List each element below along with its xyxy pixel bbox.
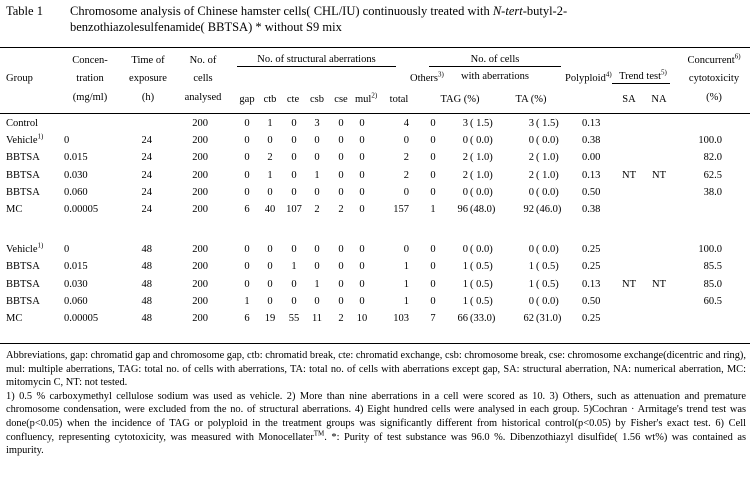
- cell-tap: ( 0.0): [536, 135, 559, 146]
- cell-conc: 0.015: [64, 261, 88, 272]
- header-time-2: exposure: [129, 73, 167, 84]
- cell-total: 0: [403, 135, 409, 146]
- cell-cyto: 62.5: [703, 170, 722, 181]
- cell-tap: ( 0.0): [536, 187, 559, 198]
- cell-poly: 0.13: [582, 279, 601, 290]
- cell-cells: 200: [192, 313, 208, 324]
- cell-tag: 0: [462, 135, 468, 146]
- cell-conc: 0.00005: [64, 313, 99, 324]
- header-conc-2: tration: [76, 73, 104, 84]
- cell-cells: 200: [192, 261, 208, 272]
- cell-cells: 200: [192, 152, 208, 163]
- cell-tap: ( 1.5): [536, 118, 559, 129]
- cell-cse: 2: [338, 313, 344, 324]
- struct-header-rule: [237, 66, 396, 67]
- cell-mul: 10: [356, 313, 368, 324]
- cell-time: 48: [141, 313, 152, 324]
- cell-tap: ( 0.5): [536, 279, 559, 290]
- cell-cse: 0: [338, 244, 344, 255]
- footnotes: [6, 349, 746, 458]
- footnote-abbreviations: Abbreviations, gap: chromatid gap and chromosome gap, ctb: chromatid break, cte: chromatid exchange, csb: chromosome break, cse: chromosome exchange(dicentric and ring), mul: multiple aberrations, TAG: total no. of cells with aberrations, TA: total no. of cells with aberrations except gap, SA: structural aberration, NA: numerical aberration, MC: mitomycin C, NT: not tested.: [6, 350, 746, 389]
- cell-csb: 1: [314, 279, 320, 290]
- header-trend: Trend test$^{5)}$: [619, 68, 667, 82]
- cell-time: 24: [141, 170, 152, 181]
- cell-conc: 0.060: [64, 187, 88, 198]
- header-bottom-rule: [0, 113, 750, 114]
- cell-tap: ( 0.5): [536, 261, 559, 272]
- cell-cyto: 85.5: [703, 261, 722, 272]
- cell-others: 0: [430, 187, 436, 198]
- cell-ta: 0: [528, 244, 534, 255]
- cell-gap: 0: [244, 170, 250, 181]
- header-cyto-3: (%): [706, 92, 722, 103]
- cell-cells: 200: [192, 204, 208, 215]
- cell-group: BBTSA: [6, 279, 40, 290]
- cell-total: 4: [403, 118, 409, 129]
- cell-poly: 0.13: [582, 170, 601, 181]
- header-tag: TAG (%): [440, 94, 480, 105]
- cell-time: 48: [141, 279, 152, 290]
- cell-tag: 66: [457, 313, 468, 324]
- cell-time: 48: [141, 244, 152, 255]
- header-total: total: [389, 94, 409, 105]
- cell-group: Vehicle$^{1)}$: [6, 132, 44, 146]
- header-sa: SA: [622, 94, 636, 105]
- cell-tag: 3: [462, 118, 468, 129]
- cell-poly: 0.25: [582, 244, 601, 255]
- cell-tag: 0: [462, 244, 468, 255]
- header-others: Others$^{3)}$: [410, 70, 444, 84]
- cell-cte: 0: [291, 152, 297, 163]
- cell-cyto: 82.0: [703, 152, 722, 163]
- header-cells-3: analysed: [184, 92, 222, 103]
- cell-cte: 0: [291, 118, 297, 129]
- header-conc-3: (mg/ml): [72, 92, 108, 103]
- header-polyploid: Polyploid$^{4)}$: [565, 70, 612, 84]
- cell-tag: 2: [462, 152, 468, 163]
- cell-time: 48: [141, 261, 152, 272]
- cell-tagp: ( 0.0): [470, 244, 493, 255]
- cell-cse: 0: [338, 170, 344, 181]
- cell-tag: 1: [462, 261, 468, 272]
- cell-sa: NT: [622, 279, 636, 290]
- cell-total: 1: [403, 279, 409, 290]
- cell-conc: 0: [64, 244, 70, 255]
- footnote-notes: 1) 0.5 % carboxymethyl cellulose sodium was used as vehicle. 2) More than nine aberrations in a cell were scored as 10. 3) Others, such as attenuation and premature chromosome condensation, were excluded from the no. of structural aberrations. 4) Eight hundred cells were analysed in each group. 5)Cochran · Armitage's trend test was done(p<0.05) when the incidence of TAG or polyploid in the treatment groups was significantly different from historical control(p<0.05) by Fisher's exact test. 6) Cell confluency, representing cytotoxicity, was measured with Monocellater™. *: Purity of test substance was 96.0 %. Dibenzothiazyl disulfide( 1.56 wt%) was contained as impurity.: [6, 390, 746, 457]
- cell-group: MC: [6, 313, 23, 324]
- cell-mul: 0: [359, 152, 365, 163]
- cell-time: 24: [141, 152, 152, 163]
- cell-mul: 0: [359, 279, 365, 290]
- cell-sa: NT: [622, 170, 636, 181]
- cell-cells: 200: [192, 244, 208, 255]
- cell-tag: 1: [462, 279, 468, 290]
- cell-tagp: ( 1.5): [470, 118, 493, 129]
- cell-gap: 6: [244, 313, 250, 324]
- cell-others: 0: [430, 118, 436, 129]
- cell-group: Control: [6, 118, 39, 129]
- cell-tap: (46.0): [536, 204, 562, 215]
- header-csb: csb: [310, 94, 324, 105]
- cell-conc: 0.030: [64, 279, 88, 290]
- cell-ctb: 0: [267, 261, 273, 272]
- cell-ta: 0: [528, 187, 534, 198]
- cell-time: 48: [141, 296, 152, 307]
- cell-csb: 11: [311, 313, 323, 324]
- cell-cte: 0: [291, 187, 297, 198]
- cell-csb: 0: [314, 261, 320, 272]
- cell-others: 0: [430, 152, 436, 163]
- cell-total: 103: [393, 313, 409, 324]
- cell-ta: 62: [523, 313, 534, 324]
- cell-poly: 0.00: [582, 152, 601, 163]
- cell-tap: ( 1.0): [536, 152, 559, 163]
- cell-cyto: 60.5: [703, 296, 722, 307]
- cell-gap: 0: [244, 152, 250, 163]
- cell-mul: 0: [359, 135, 365, 146]
- cell-tagp: ( 0.0): [470, 187, 493, 198]
- cell-tagp: ( 0.0): [470, 135, 493, 146]
- cell-tagp: ( 0.5): [470, 296, 493, 307]
- cell-total: 2: [403, 152, 409, 163]
- cell-total: 0: [403, 187, 409, 198]
- header-time-3: (h): [141, 92, 155, 103]
- cell-time: 24: [141, 135, 152, 146]
- header-na: NA: [651, 94, 667, 105]
- cell-csb: 3: [314, 118, 320, 129]
- cell-ta: 0: [528, 296, 534, 307]
- cell-total: 1: [403, 296, 409, 307]
- cell-cse: 0: [338, 279, 344, 290]
- header-structural: No. of structural aberrations: [257, 54, 376, 65]
- cell-gap: 0: [244, 187, 250, 198]
- cell-tap: ( 0.0): [536, 244, 559, 255]
- cell-ta: 2: [528, 152, 534, 163]
- header-conc-1: Concen-: [72, 55, 108, 66]
- cell-ctb: 0: [267, 279, 273, 290]
- cell-others: 7: [430, 313, 436, 324]
- header-ta: TA (%): [515, 94, 547, 105]
- cell-poly: 0.38: [582, 135, 601, 146]
- cell-ta: 1: [528, 279, 534, 290]
- cell-cte: 0: [291, 170, 297, 181]
- cell-ta: 1: [528, 261, 534, 272]
- cell-ctb: 0: [267, 244, 273, 255]
- cell-tagp: ( 1.0): [470, 170, 493, 181]
- top-rule: [0, 47, 750, 48]
- cell-group: Vehicle$^{1)}$: [6, 241, 44, 255]
- withab-header-rule: [429, 66, 561, 67]
- cell-tagp: ( 0.5): [470, 279, 493, 290]
- cell-time: 24: [141, 204, 152, 215]
- cell-csb: 0: [314, 296, 320, 307]
- cell-na: NT: [652, 170, 666, 181]
- cell-tagp: ( 0.5): [470, 261, 493, 272]
- cell-group: MC: [6, 204, 23, 215]
- cell-poly: 0.25: [582, 261, 601, 272]
- cell-cse: 0: [338, 261, 344, 272]
- cell-tag: 0: [462, 187, 468, 198]
- cell-tap: ( 0.0): [536, 296, 559, 307]
- cell-conc: 0.030: [64, 170, 88, 181]
- cell-ta: 92: [523, 204, 534, 215]
- cell-conc: 0: [64, 135, 70, 146]
- header-cyto-1: Concurrent$^{6)}$: [687, 52, 741, 66]
- header-cte: cte: [286, 94, 300, 105]
- cell-ta: 2: [528, 170, 534, 181]
- cell-tagp: ( 1.0): [470, 152, 493, 163]
- cell-cells: 200: [192, 118, 208, 129]
- table-number: Table 1: [6, 4, 43, 18]
- header-group: Group: [6, 73, 33, 84]
- cell-total: 1: [403, 261, 409, 272]
- cell-gap: 0: [244, 279, 250, 290]
- cell-mul: 0: [359, 170, 365, 181]
- table-bottom-rule: [0, 343, 750, 344]
- cell-gap: 1: [244, 296, 250, 307]
- cell-csb: 0: [314, 152, 320, 163]
- cell-cyto: 100.0: [698, 135, 722, 146]
- cell-others: 0: [430, 170, 436, 181]
- cell-cte: 1: [291, 261, 297, 272]
- cell-poly: 0.50: [582, 187, 601, 198]
- cell-mul: 0: [359, 296, 365, 307]
- cell-group: BBTSA: [6, 152, 40, 163]
- cell-na: NT: [652, 279, 666, 290]
- cell-cyto: 38.0: [703, 187, 722, 198]
- cell-mul: 0: [359, 187, 365, 198]
- cell-tagp: (33.0): [470, 313, 496, 324]
- cell-tag: 1: [462, 296, 468, 307]
- header-gap: gap: [239, 94, 255, 105]
- cell-cte: 107: [286, 204, 302, 215]
- cell-tag: 2: [462, 170, 468, 181]
- cell-others: 0: [430, 135, 436, 146]
- cell-cte: 0: [291, 296, 297, 307]
- cell-others: 0: [430, 296, 436, 307]
- cell-group: BBTSA: [6, 296, 40, 307]
- header-withab-1: No. of cells: [470, 54, 520, 65]
- cell-poly: 0.13: [582, 118, 601, 129]
- table-caption: Chromosome analysis of Chinese hamster cells( CHL/IU) continuously treated with N-tert-butyl-2- benzothiazolesulfenamide( BBTSA) * without S9 mix: [70, 4, 568, 34]
- cell-poly: 0.38: [582, 204, 601, 215]
- cell-cse: 0: [338, 187, 344, 198]
- cell-conc: 0.00005: [64, 204, 99, 215]
- cell-group: BBTSA: [6, 187, 40, 198]
- cell-ctb: 0: [267, 296, 273, 307]
- cell-others: 0: [430, 261, 436, 272]
- header-withab-2: with aberrations: [461, 71, 529, 82]
- cell-cyto: 100.0: [698, 244, 722, 255]
- header-cells-1: No. of: [189, 55, 217, 66]
- cell-cells: 200: [192, 170, 208, 181]
- cell-others: 0: [430, 279, 436, 290]
- cell-ta: 0: [528, 135, 534, 146]
- cell-others: 0: [430, 244, 436, 255]
- header-cse: cse: [334, 94, 348, 105]
- cell-gap: 0: [244, 118, 250, 129]
- cell-gap: 0: [244, 135, 250, 146]
- cell-ctb: 0: [267, 135, 273, 146]
- cell-csb: 1: [314, 170, 320, 181]
- cell-cells: 200: [192, 279, 208, 290]
- cell-mul: 0: [359, 118, 365, 129]
- cell-tag: 96: [457, 204, 468, 215]
- cell-total: 2: [403, 170, 409, 181]
- cell-cse: 0: [338, 152, 344, 163]
- cell-csb: 2: [314, 204, 320, 215]
- cell-gap: 0: [244, 244, 250, 255]
- cell-mul: 0: [359, 261, 365, 272]
- cell-ctb: 1: [267, 170, 273, 181]
- cell-cells: 200: [192, 187, 208, 198]
- cell-others: 1: [430, 204, 436, 215]
- cell-cse: 0: [338, 118, 344, 129]
- cell-gap: 0: [244, 261, 250, 272]
- cell-group: BBTSA: [6, 261, 40, 272]
- cell-cte: 0: [291, 135, 297, 146]
- cell-tap: ( 1.0): [536, 170, 559, 181]
- cell-cte: 55: [288, 313, 300, 324]
- cell-conc: 0.015: [64, 152, 88, 163]
- cell-csb: 0: [314, 135, 320, 146]
- cell-tagp: (48.0): [470, 204, 496, 215]
- header-mul: mul$^{2)}$: [355, 91, 378, 105]
- trend-header-rule: [612, 83, 670, 84]
- cell-cells: 200: [192, 135, 208, 146]
- header-time-1: Time of: [131, 55, 165, 66]
- cell-total: 157: [393, 204, 409, 215]
- cell-poly: 0.50: [582, 296, 601, 307]
- cell-cells: 200: [192, 296, 208, 307]
- cell-cte: 0: [291, 279, 297, 290]
- cell-ctb: 2: [267, 152, 273, 163]
- cell-cse: 0: [338, 135, 344, 146]
- cell-cse: 2: [338, 204, 344, 215]
- cell-ctb: 0: [267, 187, 273, 198]
- cell-tap: (31.0): [536, 313, 562, 324]
- cell-mul: 0: [359, 204, 365, 215]
- cell-cyto: 85.0: [703, 279, 722, 290]
- cell-time: 24: [141, 187, 152, 198]
- cell-csb: 0: [314, 244, 320, 255]
- cell-group: BBTSA: [6, 170, 40, 181]
- cell-ctb: 1: [267, 118, 273, 129]
- cell-poly: 0.25: [582, 313, 601, 324]
- header-ctb: ctb: [263, 94, 277, 105]
- cell-gap: 6: [244, 204, 250, 215]
- cell-total: 0: [403, 244, 409, 255]
- header-cells-2: cells: [193, 73, 213, 84]
- header-cyto-2: cytotoxicity: [688, 73, 740, 84]
- cell-cte: 0: [291, 244, 297, 255]
- cell-mul: 0: [359, 244, 365, 255]
- cell-ta: 3: [528, 118, 534, 129]
- cell-conc: 0.060: [64, 296, 88, 307]
- cell-csb: 0: [314, 187, 320, 198]
- cell-cse: 0: [338, 296, 344, 307]
- cell-ctb: 19: [264, 313, 276, 324]
- cell-ctb: 40: [264, 204, 276, 215]
